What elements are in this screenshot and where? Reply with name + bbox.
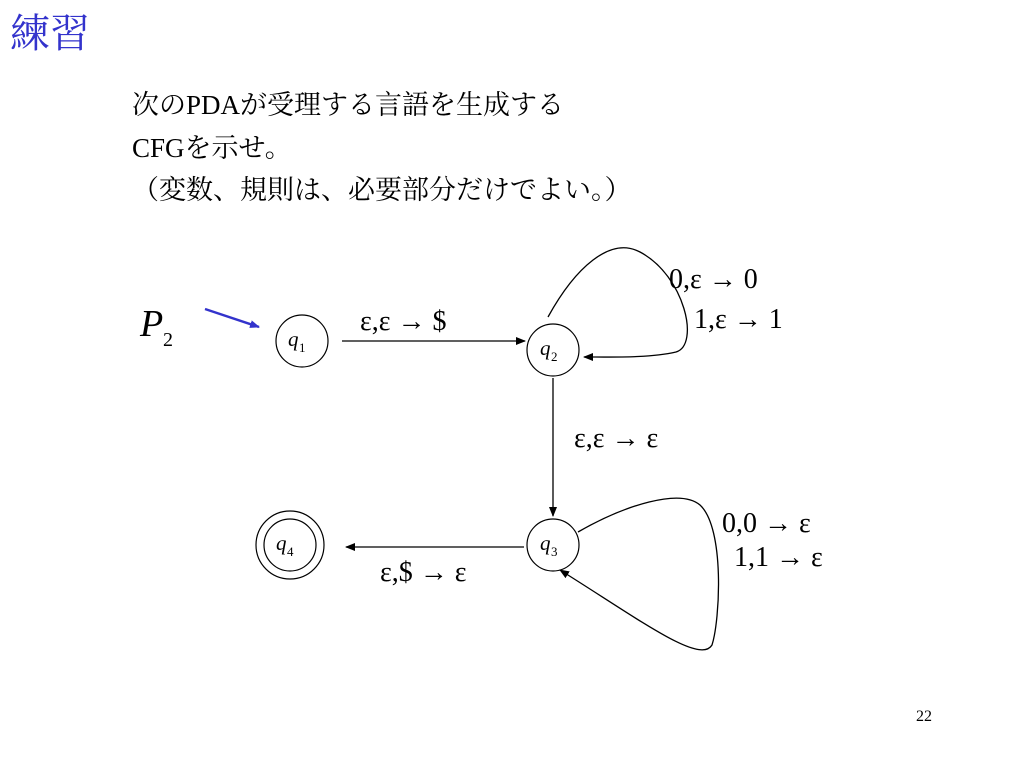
start-arrow — [205, 309, 259, 327]
transition-label: 0,0 → ε — [722, 508, 811, 539]
page-number: 22 — [916, 708, 932, 725]
state-q4-accepting — [256, 511, 324, 579]
transition-label: 1,ε → 1 — [694, 304, 783, 335]
transition-label: 0,ε → 0 — [669, 264, 758, 295]
prompt-note: （変数、規則は、必要部分だけでよい。） — [132, 175, 632, 206]
transition-label: 1,1 → ε — [734, 542, 823, 573]
state-sub: 3 — [551, 544, 558, 559]
state-var: q — [540, 531, 551, 555]
state-sub: 2 — [551, 349, 558, 364]
prompt-text: 次の — [132, 90, 186, 121]
automaton-subscript: 2 — [163, 329, 173, 351]
state-q1 — [276, 315, 328, 367]
slide-title: 練習 — [10, 11, 90, 57]
transition-label: ε,$ → ε — [380, 557, 467, 588]
transition-label: ε,ε → ε — [574, 423, 659, 454]
prompt-text: を示せ。 — [184, 133, 292, 164]
prompt-text: が受理する言語を生成する — [240, 90, 565, 121]
state-q3 — [527, 519, 579, 571]
state-sub: 1 — [299, 340, 306, 355]
transition-label: ε,ε → $ — [360, 306, 447, 337]
state-var: q — [540, 336, 551, 360]
transition-q3-loop — [560, 498, 719, 650]
prompt-term-pda: PDA — [186, 90, 241, 120]
state-sub: 4 — [287, 544, 294, 559]
state-var: q — [288, 327, 299, 351]
prompt-term-cfg: CFG — [132, 133, 185, 163]
state-var: q — [276, 531, 287, 555]
state-q2 — [527, 324, 579, 376]
automaton-name: P — [140, 303, 164, 345]
